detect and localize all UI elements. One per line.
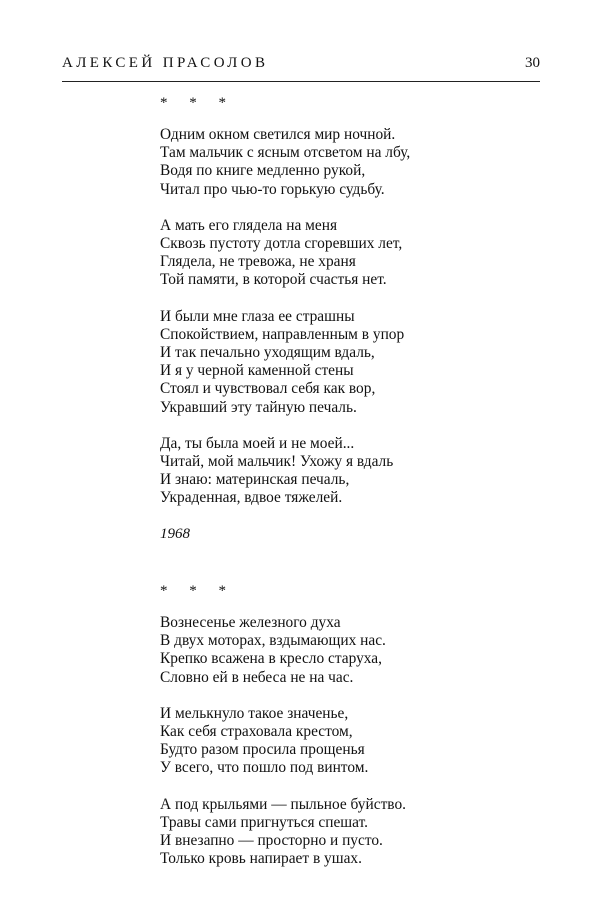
verse-line: Той памяти, в которой счастья нет.	[160, 271, 387, 289]
section-separator: * * *	[160, 95, 235, 111]
verse-line: Крепко всажена в кресло старуха,	[160, 650, 382, 668]
header-rule	[62, 81, 540, 82]
verse-line: У всего, что пошло под винтом.	[160, 759, 369, 777]
poem-date: 1968	[160, 525, 190, 542]
stanza	[160, 217, 410, 290]
verse-line: Стоял и чувствовал себя как вор,	[160, 380, 376, 398]
poem-1	[160, 92, 410, 543]
verse-line: И внезапно — просторно и пусто.	[160, 832, 383, 850]
verse-line: И я у черной каменной стены	[160, 362, 354, 380]
verse-line: Водя по книге медленно рукой,	[160, 162, 366, 180]
verse-line: В двух моторах, вздымающих нас.	[160, 632, 386, 650]
verse-line: Сквозь пустоту дотла сгоревших лет,	[160, 235, 403, 253]
verse-line: Украденная, вдвое тяжелей.	[160, 489, 343, 507]
verse-line: Только кровь напирает в ушах.	[160, 850, 362, 868]
verse-line: Там мальчик с ясным отсветом на лбу,	[160, 144, 411, 162]
stanza	[160, 126, 410, 199]
verse-line: Как себя страховала крестом,	[160, 723, 353, 741]
verse-line: Читай, мой мальчик! Ухожу я вдаль	[160, 453, 394, 471]
verse-line: А под крыльями — пыльное буйство.	[160, 795, 406, 813]
section-separator: * * *	[160, 583, 235, 599]
verse-line: Спокойствием, направленным в упор	[160, 325, 405, 343]
stanza	[160, 308, 410, 417]
stanza	[160, 705, 406, 778]
poem-2	[160, 580, 406, 886]
running-header	[62, 55, 540, 81]
verse-line: И были мне глаза ее страшны	[160, 307, 355, 325]
verse-line: И знаю: материнская печаль,	[160, 471, 350, 489]
verse-line: Травы сами пригнуться спешат.	[160, 813, 368, 831]
author-name: АЛЕКСЕЙ ПРАСОЛОВ	[62, 55, 269, 71]
stanza	[160, 796, 406, 869]
verse-line: А мать его глядела на меня	[160, 216, 338, 234]
verse-line: Одним окном светился мир ночной.	[160, 126, 396, 143]
stanza	[160, 614, 406, 687]
verse-line: Да, ты была моей и не моей...	[160, 434, 355, 452]
verse-line: Будто разом просила прощенья	[160, 741, 365, 759]
verse-line: Глядела, не тревожа, не храня	[160, 253, 356, 271]
verse-line: Словно ей в небеса не на час.	[160, 668, 354, 686]
verse-line: Укравший эту тайную печаль.	[160, 398, 357, 416]
verse-line: Вознесенье железного духа	[160, 614, 341, 631]
stanza	[160, 435, 410, 508]
verse-line: И мелькнуло такое значенье,	[160, 704, 349, 722]
verse-line: И так печально уходящим вдаль,	[160, 344, 375, 362]
verse-line: Читал про чью-то горькую судьбу.	[160, 180, 385, 198]
page-number: 30	[525, 55, 540, 71]
